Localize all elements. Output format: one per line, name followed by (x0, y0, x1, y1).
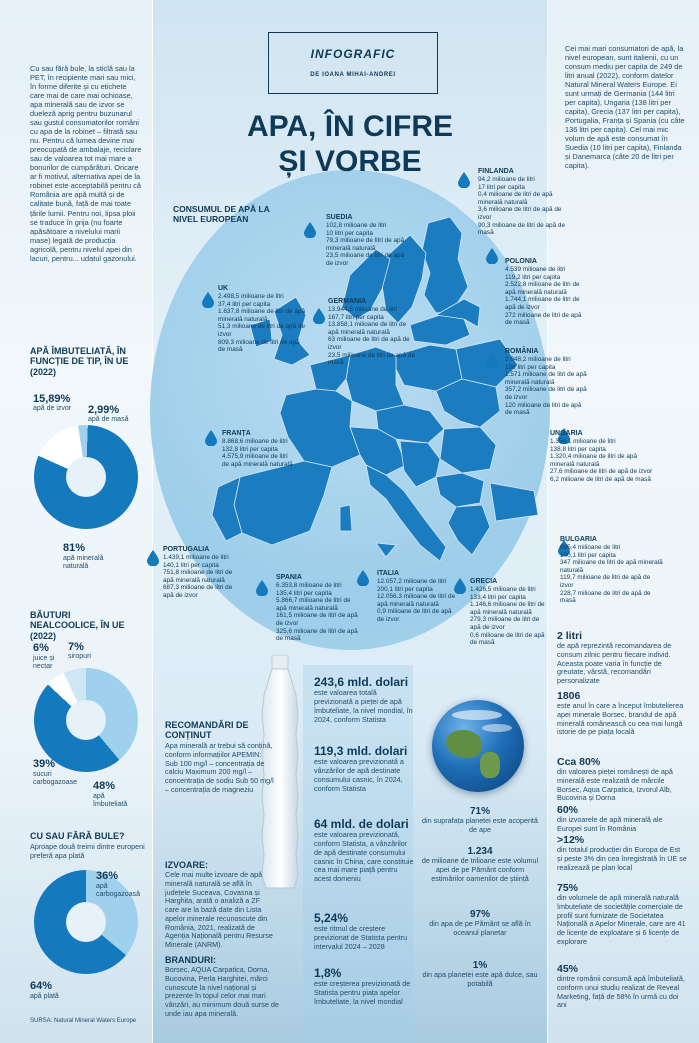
pie1-pct-minerala: 81% (63, 542, 86, 554)
romania-stat (557, 882, 687, 947)
romania-stat-text: este anul în care a început îmbutelierea apei minerale Borsec, brandul de apă minerală românească cu cea mai lungă istorie de pe piața locală (557, 701, 684, 737)
water-drop-icon (458, 172, 470, 188)
country-8: PORTUGALIA 1.439,1 milioane de litri 140,1 litri per capita 751,8 milioane de litri de apă minerală naturală 687,3 milioane de litri de apă de izvor (163, 546, 233, 599)
romania-stat (557, 963, 687, 1010)
pie2-title: BĂUTURI NEALCOOLICE, ÎN UE (2022) (30, 610, 125, 641)
romania-stat-value: 60% (557, 804, 579, 816)
market-stat (314, 745, 414, 793)
recommend-title: RECOMANDĂRI DE CONȚINUT (165, 720, 249, 741)
globe-stat (420, 960, 540, 989)
romania-stat (557, 804, 687, 834)
country-name: GERMANIA (328, 298, 367, 305)
pie2-chart (34, 668, 138, 772)
column-divider (547, 0, 548, 1043)
country-10: ITALIA 12.057,2 milioane de litri 200,1 litri per capita 12.056,3 milioane de litri de apă minerală naturală 0,9 milioane de litri de apă de izvor (377, 570, 456, 623)
pie2-label-juice: juice și nectar (33, 655, 55, 671)
romania-stat (557, 834, 687, 872)
pie1-pct-masa: 2,99% (88, 404, 120, 416)
country-name: GRECIA (470, 578, 498, 585)
market-stat (314, 818, 414, 884)
pie2-label-apa: apă îmbuteliată (93, 793, 128, 809)
water-drop-icon (202, 292, 214, 308)
country-name: SUEDIA (326, 214, 353, 221)
market-stat (314, 676, 414, 724)
header-author: DE IOANA MIHAI-ANDREI (310, 72, 396, 78)
romania-stat-value: 75% (557, 882, 579, 894)
water-drop-icon (304, 222, 316, 238)
pie3-label-plata: apă plată (30, 993, 59, 1000)
globe-stat-value: 97% (469, 909, 490, 920)
globe-stat-value: 71% (469, 806, 490, 817)
romania-stat-text: din valoarea pieței românești de apă minerală este realizată de mărcile Borsec, Aqua Carpatica, Izvorul Alb, Bucovina și Dorna (557, 767, 673, 803)
pie3-pct-plata: 64% (30, 980, 53, 992)
romania-stat-text: din totalul producției din Europa de Est și peste 3% din cea înregistrată în UE se realizează pe plan local (557, 845, 687, 872)
romania-stat (557, 756, 687, 803)
globe-stat (420, 846, 540, 883)
water-drop-icon (313, 308, 325, 324)
pie2-label-sucuri: sucuri carbogazoase (33, 771, 77, 787)
market-stat-value: 64 mld. de dolari (314, 817, 409, 831)
country-name: UK (218, 285, 229, 292)
pie2-pct-sucuri: 39% (33, 758, 56, 770)
title-line-2: ȘI VORBE (278, 144, 422, 178)
market-stat-text: este valoarea previzionată, conform Statista, a vânzărilor de apă destinate consumului casnic în China, care constituie cea mai mare piață pentru acest domeniu (314, 830, 414, 884)
country-1: SUEDIA 102,8 milioane de litri 10 litri per capita 79,3 milioane de litri de apă minerală naturală 23,5 milioane de litri de apă de izvor (326, 214, 411, 268)
country-name: FRANȚA (222, 430, 251, 437)
map-title: CONSUMUL DE APĂ LA NIVEL EUROPEAN (173, 204, 270, 224)
globe-stat-text: de milioane de trilioane este volumul apei de pe Pământ conform estimărilor oamenilor de știință (421, 856, 539, 883)
water-drop-icon (486, 352, 498, 368)
title-line-1: APA, ÎN CIFRE (246, 110, 454, 143)
market-stat (314, 912, 414, 952)
romania-stat-value: 45% (557, 963, 579, 975)
springs-text: Cele mai multe izvoare de apă minerală naturală se află în județele Suceava, Covasna și Harghita, arată o analiză a ZF care are la bază date din Lista apelor minerale recunoscute din România, 2021, realizată de Agenția Națională pentru Resurse Minerale (ANRM). (165, 870, 273, 950)
page-title (200, 110, 500, 179)
globe-stat (420, 909, 540, 938)
market-stat-value: 243,6 mld. dolari (314, 675, 409, 689)
pie3-pct-carbo: 36% (96, 870, 119, 882)
source-note: SURSA: Natural Mineral Waters Europe (30, 1018, 137, 1024)
pie1-title: APĂ ÎMBUTELIATĂ, ÎN FUNCȚIE DE TIP, ÎN UE (2022) (30, 346, 129, 377)
country-name: PORTUGALIA (163, 546, 210, 553)
pie1-pct-izvor: 15,89% (33, 393, 71, 405)
market-stat-value: 119,3 mld. dolari (314, 744, 408, 758)
country-name: FINLANDA (478, 168, 514, 175)
market-stat (314, 967, 414, 1007)
country-0: FINLANDA 94,2 milioane de litri 17 litri per capita 0,4 milioane de litri de apă minerală naturală 3,6 milioane de litri de apă de izvor 90,3 milioane de litri de apă de masă (478, 168, 568, 237)
header-box (268, 32, 438, 94)
country-4: GERMANIA 13.944,6 milioane de litri 167,7 litri per capita 13.858,1 milioane de litri de apă minerală naturală 63 milioane de litri de apă de izvor 23,5 milioane de litri de apă de masă (328, 298, 418, 367)
country-11: GRECIA 1.426,5 milioane de litri 133,4 litri per capita 1.146,6 milioane de litri de apă minerală naturală 279,3 milioane de litri de apă de izvor 0,6 milioane de litri de apă de masă (470, 578, 550, 647)
intro-left: Cu sau fără bule, la sticlă sau la PET, în recipiente mari sau mici, în forme diferite și cu etichete care mai de care mai ochioase, apa minerală sau de izvor se dueleză aprig pentru buzunarul sau gustul consumatorilor români cu apa de la robinet – filtrată sau nu. Pentru că lumea devine mai preocupată de ambalaje, reciclare sau de valoarea tot mai mare a bonurilor de cumpărături. Oricare ar fi motivul, alternativa apei de la robinet este acceptabilă pentru că România are apă multă și de calitate bună, față de mai toate țările lumii. Pentru noi, lipsa ploii se traduce în grija (nu foarte apăsătoare a nivelului marii mase) legată de producția agricolă, pentru nivelul apei din lacuri, pentru... udatul gazonului. (30, 64, 142, 263)
country-9: SPANIA 6.353,8 milioane de litri 135,4 litri per capita 5.866,7 milioane de litri de apă minerală naturală 161,5 milioane de litri de apă de izvor 325,6 milioane de litri de apă de masă (276, 574, 361, 643)
brands-title: BRANDURI: (165, 955, 216, 965)
pie1-label-minerala: apă minerală naturală (63, 555, 104, 571)
country-6: FRANȚA 8.868,6 milioane de litri 132,8 litri per capita 4.575,9 milioane de litri de apă minerală naturală (222, 430, 293, 468)
globe-stat-text: din apa de pe Pământ se află în oceanul planetar (429, 919, 531, 937)
globe-stat (420, 806, 540, 835)
market-stat-text: este valoarea totală previzionată a pieței de apă îmbuteliate, la nivel mondial, în 2024, conform Statista (314, 688, 413, 724)
pie2-label-siropuri: siropuri (68, 653, 91, 660)
pie2-pct-siropuri: 7% (68, 641, 84, 653)
header-tag: INFOGRAFIC (310, 47, 396, 61)
romania-stat-value: Cca 80% (557, 756, 601, 768)
water-drop-icon (205, 430, 217, 446)
water-drop-icon (147, 550, 159, 566)
pie1-label-masa: apă de masă (88, 416, 129, 423)
country-5: ROMÂNIA 2.048,2 milioane de litri 106 litri per capita 1.571 milioane de litri de apă minerală naturală 357,2 milioane de litri de apă de izvor 120 milioane de litri de apă de masă (505, 348, 590, 417)
water-drop-icon (357, 570, 369, 586)
water-drop-icon (256, 580, 268, 596)
globe-stat-text: din suprafața planetei este acoperită de ape (422, 816, 538, 834)
romania-stat-text: de apă reprezintă recomandarea de consum zilnic pentru fiecare individ. Aceasta poate varia în funcție de greutate, vârstă, recomandări personalizate (557, 641, 672, 686)
water-drop-icon (454, 578, 466, 594)
globe-stat-value: 1% (472, 960, 488, 971)
globe-stat-text: din apa planetei este apă dulce, sau potabilă (422, 970, 538, 988)
springs-title: IZVOARE: (165, 860, 209, 870)
pie1-chart (34, 425, 138, 529)
romania-stat-value: 1806 (557, 690, 581, 702)
romania-stat-value: >12% (557, 834, 585, 846)
country-name: SPANIA (276, 574, 302, 581)
water-drop-icon (486, 248, 498, 264)
country-name: UNGARIA (550, 430, 583, 437)
market-stat-text: este ritmul de creștere previzionat de Statista pentru intervalul 2024 – 2028 (314, 924, 408, 951)
country-name: ITALIA (377, 570, 400, 577)
country-2: POLONIA 4.539 milioane de litri 119,2 litri per capita 2.522,8 milioane de litri de apă minerală naturală 1.744,1 milioane de litri de apă de izvor 272 milioane de litri de apă de masă (505, 258, 590, 327)
country-name: ROMÂNIA (505, 348, 539, 355)
romania-stat-text: din izvoarele de apă minerală ale Europei sunt în România (557, 815, 663, 833)
globe-stat-value: 1.234 (467, 846, 493, 857)
romania-stat-value: 2 litri (557, 630, 583, 642)
pie2-pct-apa: 48% (93, 780, 116, 792)
pie3-label-carbo: apă carbogazoasă (96, 883, 140, 899)
country-name: POLONIA (505, 258, 537, 265)
pie3-subtitle: Aproape două treimi dintre europeni preferă apa plată (30, 842, 145, 860)
brands-text: Borsec, AQUA Carpatica, Dorna, Bucovina, Perla Harghitei, mărci cunoscute la nivel național și prezente în topul celor mai mari vânzări, au minimum două surse de unde iau apa minerală. (165, 965, 279, 1018)
pie2-pct-juice: 6% (33, 642, 49, 654)
country-3: UK 2.498,5 milioane de litri 37,4 litri per capita 1.637,8 milioane de litri de apă minerală naturală 51,3 milioane de litri de apă de izvor 809,3 milioane de litri de apă de masă (218, 285, 308, 354)
country-7: UNGARIA 1.354,1 milioane de litri 138,8 litri per capita 1.320,4 milioane de litri de apă minerală naturală 27,6 milioane de litri de apă de izvor 6,2 milioane de litri de apă de masă (550, 430, 655, 484)
intro-right: Cei mai mari consumatori de apă, la nivel european, sunt italienii, cu un consum mediu per capita de 249 de litri anual (2022), conform datelor Natural Mineral Waters Europe. Ei sunt urmați de Germania (144 litri per capita), Ungaria (138 litri per capita), Grecia (137 litri per capita), Portugalia, Franța și Spania (cu câte 136 litri per capita). Cel mai mic volum de apă este consumat în Suedia (10 litri per capita), Finlanda și Danemarca (câte 20 de litri per capita). (565, 44, 685, 171)
pie1-label-izvor: apă de izvor (33, 405, 72, 412)
romania-stat (557, 690, 687, 737)
market-stat-text: este valoarea previzionată a vânzărilor de apă destinate consumului casnic, în 2024, conform Statista (314, 757, 404, 793)
earth-globe-image (432, 700, 524, 792)
romania-stat (557, 630, 687, 686)
country-12: BULGARIA 695,4 milioane de litri 100,1 litri per capita 347 milioane de litri de apă minerală naturală 119,7 milioane de litri de apă de izvor 228,7 milioane de litri de apă de masă (560, 536, 665, 605)
market-stat-value: 5,24% (314, 911, 349, 925)
pie3-title: CU SAU FĂRĂ BULE? (30, 831, 125, 841)
market-stat-text: este creșterea previzionată de Statista pentru piața apelor îmbuteliate, la nivel mondial (314, 979, 411, 1006)
romania-stat-text: din volumele de apă minerală naturală îmbuteliate de societățile comerciale de profil sunt furnizate de Societatea Națională a Apelor Minerale, care are 41 de licențe de exploatare și 6 licențe de explorare (557, 893, 686, 946)
column-divider (152, 0, 153, 1043)
romania-stat-text: dintre românii consumă apă îmbuteliată, conform unui studiu realizat de Reveal Marketing, față de 58% în urmă cu doi ani (557, 974, 685, 1010)
recommend-text: Apa minerală ar trebui să conțină, conform informațiilor APEMIN: Sub 100 mg/l – concentrația de calciu Maximum 200 mg/l – concentrația de sodiu Sub 50 mg/l – concentrația de magneziu (165, 741, 274, 794)
country-name: BULGARIA (560, 536, 597, 543)
market-stat-value: 1,8% (314, 966, 342, 980)
